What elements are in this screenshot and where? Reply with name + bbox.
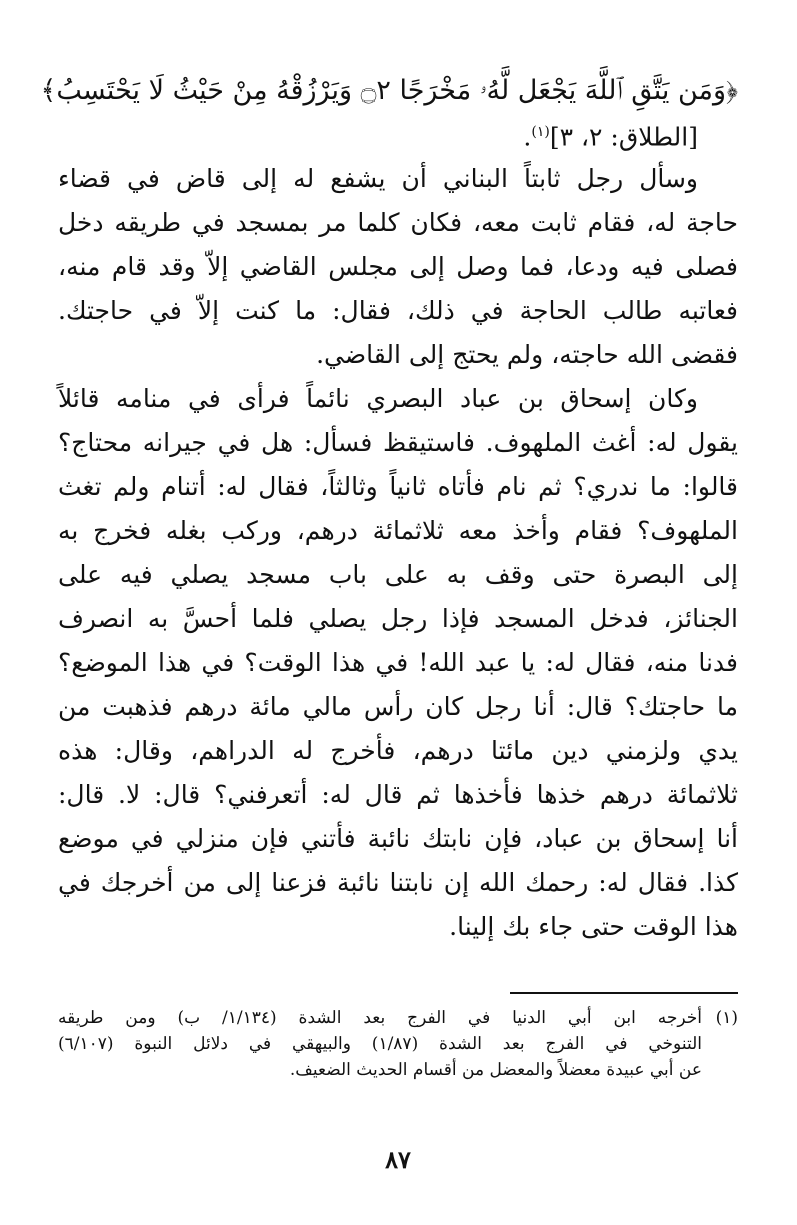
footnotes [58, 1005, 738, 1083]
footnote-line: التنوخي في الفرج بعد الشدة (١/٨٧) والبيهقي في دلائل النبوة (٦/١٠٧) [58, 1034, 702, 1054]
paragraph-thabit [58, 157, 738, 377]
quran-reference-line [58, 112, 698, 157]
text-line: ثلاثمائة درهم خذها فأخذها ثم قال له: أتعرفني؟ قال: لا. قال: [58, 780, 738, 810]
text-line: فصلى فيه ودعا، فما وصل إلى مجلس القاضي إلاّ وقد قام منه، [58, 252, 738, 282]
footnote-separator [510, 992, 738, 994]
text-line: أنا إسحاق بن عباد، فإن نابتك نائبة فأتني فإن منزلي في موضع [58, 824, 738, 854]
quran-reference: [الطلاق: ٢، ٣] [549, 122, 698, 152]
text-line: الجنائز، فدخل المسجد فإذا رجل يصلي فلما أحسَّ به انصرف [58, 604, 738, 634]
footnote-marker: (١) [715, 1008, 739, 1028]
text-line: وكان إسحاق بن عباد البصري نائماً فرأى في منامه قائلاً [58, 384, 698, 414]
paragraph-ishaq [58, 377, 738, 949]
reference-period: . [523, 122, 532, 152]
footnote-line: عن أبي عبيدة معضلاً والمعضل من أقسام الحديث الضعيف. [289, 1060, 702, 1080]
quran-verse [40, 70, 738, 112]
text-line: ما حاجتك؟ قال: أنا رجل كان رأس مالي مائة درهم فذهبت من [58, 692, 738, 722]
text-line: كذا. فقال له: رحمك الله إن نابتنا نائبة فزعنا إلى من أخرجك في [58, 868, 738, 898]
page-number: ٨٧ [385, 1145, 411, 1174]
text-line: فعاتبه طالب الحاجة في ذلك، فقال: ما كنت إلاّ في حاجتك. [58, 296, 738, 326]
text-line: فدنا منه، فقال له: يا عبد الله! في هذا الوقت؟ في هذا الموضع؟ [58, 648, 738, 678]
text-line: حاجة له، فقام ثابت معه، فكان كلما مر بمسجد في طريقه دخل [58, 208, 738, 238]
text-line: إلى البصرة حتى وقف به على باب مسجد يصلي فيه على [58, 560, 738, 590]
book-page [40, 70, 739, 1190]
text-line: هذا الوقت حتى جاء بك إلينا. [449, 912, 738, 942]
footnote-text: أخرجه ابن أبي الدنيا في الفرج بعد الشدة (١/١٣٤/ ب) ومن طريقه [58, 1008, 703, 1028]
text-line: وسأل رجل ثابتاً البناني أن يشفع له إلى قاض في قضاء [58, 164, 698, 194]
footnote-ref-marker: (١) [531, 124, 550, 140]
quran-verse-text: ﴿وَمَن يَتَّقِ ٱللَّهَ يَجْعَل لَّهُۥ مَخْرَجًا ۝٢ وَيَرْزُقْهُ مِنْ حَيْثُ لَا يَحْتَسِبُ﴾ [40, 75, 738, 106]
text-line: فقضى الله حاجته، ولم يحتج إلى القاضي. [316, 340, 738, 370]
footnote-line [58, 1005, 738, 1031]
text-line: يدي ولزمني دين مائتا درهم، فأخرج له الدراهم، وقال: هذه [58, 736, 738, 766]
text-line: قالوا: ما ندري؟ ثم نام فأتاه ثانياً وثالثاً، فقال له: أتنام ولم تغث [58, 472, 738, 502]
text-line: يقول له: أغث الملهوف. فاستيقظ فسأل: هل في جيرانه محتاج؟ [58, 428, 738, 458]
text-line: الملهوف؟ فقام وأخذ معه ثلاثمائة درهم، وركب بغله فخرج به [58, 516, 738, 546]
